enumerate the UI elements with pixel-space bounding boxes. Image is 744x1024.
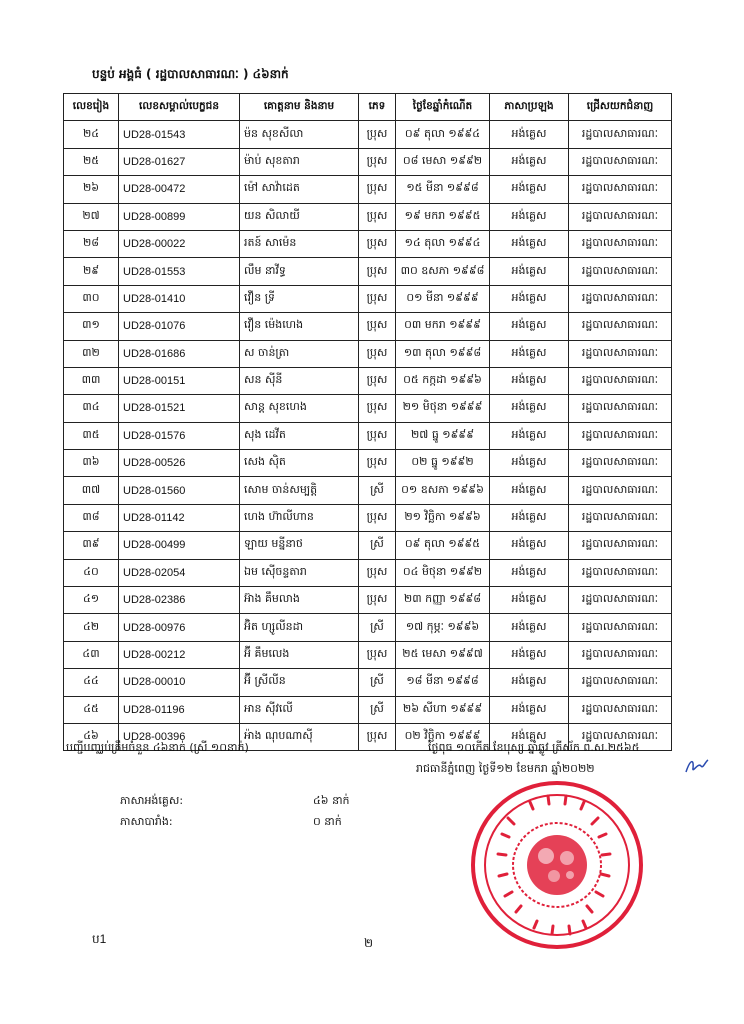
candidate-id: UD28-00212: [119, 641, 240, 668]
exam-language: អង់គ្លេស: [490, 285, 569, 312]
candidate-name: ស ចាន់ត្រា: [240, 340, 359, 367]
candidate-sex: ប្រុស: [359, 559, 396, 586]
header-sex: ភេទ: [359, 94, 396, 121]
candidate-name: អ៊ិត ហ្សូលីនដា: [240, 614, 359, 641]
table-row: [64, 477, 672, 504]
table-row: [64, 504, 672, 531]
exam-language: អង់គ្លេស: [490, 230, 569, 257]
table-row: [64, 121, 672, 148]
candidate-sex: ប្រុស: [359, 148, 396, 175]
exam-language: អង់គ្លេស: [490, 258, 569, 285]
candidate-sex: ប្រុស: [359, 587, 396, 614]
chosen-major: រដ្ឋបាលសាធារណៈ: [569, 230, 672, 257]
table-header-row: [64, 94, 672, 121]
candidate-id: UD28-01521: [119, 395, 240, 422]
exam-language: អង់គ្លេស: [490, 176, 569, 203]
candidate-name: សន ស៊ីនី: [240, 367, 359, 394]
row-number: ៣១: [64, 313, 119, 340]
candidate-name: ឡាយ មន្នីនាថ: [240, 532, 359, 559]
row-number: ៣៩: [64, 532, 119, 559]
candidate-sex: ស្រី: [359, 669, 396, 696]
candidate-id: UD28-02386: [119, 587, 240, 614]
row-number: ៤៦: [64, 723, 119, 750]
exam-language: អង់គ្លេស: [490, 148, 569, 175]
exam-language: អង់គ្លេស: [490, 504, 569, 531]
exam-language: អង់គ្លេស: [490, 559, 569, 586]
lunar-date: ថ្ងៃពុធ ១០កើត ខែបុស្ស ឆ្នាំឆ្លូវ ត្រីស័ក ព.ស.២៥៦៥: [428, 741, 640, 754]
row-number: ៣២: [64, 340, 119, 367]
chosen-major: រដ្ឋបាលសាធារណៈ: [569, 422, 672, 449]
candidate-name: សុង ដេវីត: [240, 422, 359, 449]
signature-mark: [684, 756, 710, 776]
candidate-sex: ប្រុស: [359, 450, 396, 477]
table-row: [64, 559, 672, 586]
candidate-sex: ប្រុស: [359, 504, 396, 531]
candidate-dob: ០៩ តុលា ១៩៩៥: [396, 532, 490, 559]
candidate-dob: ០៨ មេសា ១៩៩២: [396, 148, 490, 175]
candidate-dob: ២១ វិច្ឆិកា ១៩៩៦: [396, 504, 490, 531]
candidate-name: លឹម នាវីទ្ធ: [240, 258, 359, 285]
chosen-major: រដ្ឋបាលសាធារណៈ: [569, 340, 672, 367]
candidate-table: [63, 93, 672, 751]
candidate-id: UD28-01553: [119, 258, 240, 285]
candidate-sex: ស្រី: [359, 696, 396, 723]
candidate-id: UD28-00976: [119, 614, 240, 641]
candidate-id: UD28-00022: [119, 230, 240, 257]
candidate-id: UD28-00396: [119, 723, 240, 750]
candidate-id: UD28-01560: [119, 477, 240, 504]
exam-language: អង់គ្លេស: [490, 203, 569, 230]
candidate-id: UD28-00010: [119, 669, 240, 696]
exam-language: អង់គ្លេស: [490, 477, 569, 504]
candidate-dob: ០១ ឧសភា ១៩៩៦: [396, 477, 490, 504]
official-seal: [468, 778, 646, 952]
table-row: [64, 367, 672, 394]
table-row: [64, 614, 672, 641]
candidate-dob: ១៥ មីនា ១៩៩៨: [396, 176, 490, 203]
row-number: ២៩: [64, 258, 119, 285]
candidate-name: ឯម ស៊ើចន្ទតារា: [240, 559, 359, 586]
chosen-major: រដ្ឋបាលសាធារណៈ: [569, 559, 672, 586]
candidate-name: អ៊ី ស្រីលីន: [240, 669, 359, 696]
row-number: ២៧: [64, 203, 119, 230]
exam-language: អង់គ្លេស: [490, 395, 569, 422]
row-number: ៣៧: [64, 477, 119, 504]
row-number: ៣៤: [64, 395, 119, 422]
candidate-dob: ២៦ សីហា ១៩៩៩: [396, 696, 490, 723]
candidate-sex: ប្រុស: [359, 422, 396, 449]
candidate-name: វឿន ម៉េងហេង: [240, 313, 359, 340]
candidate-sex: ស្រី: [359, 477, 396, 504]
french-count-value: ០ នាក់: [313, 815, 342, 828]
candidate-name: អ៊ាង គឹមលាង: [240, 587, 359, 614]
table-row: [64, 285, 672, 312]
candidate-dob: ១៧ កុម្ភៈ ១៩៩៦: [396, 614, 490, 641]
candidate-sex: ប្រុស: [359, 230, 396, 257]
page-number: ២: [364, 936, 374, 950]
chosen-major: រដ្ឋបាលសាធារណៈ: [569, 614, 672, 641]
english-count-label: ភាសាអង់គ្លេស:: [120, 794, 184, 807]
chosen-major: រដ្ឋបាលសាធារណៈ: [569, 723, 672, 750]
row-number: ២៤: [64, 121, 119, 148]
header-candidate-id: លេខសម្គាល់បេក្ខជន: [119, 94, 240, 121]
candidate-sex: ប្រុស: [359, 285, 396, 312]
candidate-sex: ប្រុស: [359, 367, 396, 394]
table-row: [64, 203, 672, 230]
summary-count: បញ្ជីបញ្ឈប់ត្រឹមចំនួន ៤៦នាក់ (ស្រី ១០នាក់): [66, 741, 249, 754]
chosen-major: រដ្ឋបាលសាធារណៈ: [569, 313, 672, 340]
page-heading: បន្ទប់ អង្គធំ ( រដ្ឋបាលសាធារណៈ ) ៤៦នាក់: [92, 67, 289, 81]
candidate-sex: ស្រី: [359, 532, 396, 559]
row-number: ៣៥: [64, 422, 119, 449]
header-number: លេខរៀង: [64, 94, 119, 121]
candidate-name: វឿន ទ្រី: [240, 285, 359, 312]
header-name: គោត្តនាម និងនាម: [240, 94, 359, 121]
row-number: ៣០: [64, 285, 119, 312]
exam-language: អង់គ្លេស: [490, 641, 569, 668]
exam-language: អង់គ្លេស: [490, 422, 569, 449]
table-row: [64, 641, 672, 668]
exam-language: អង់គ្លេស: [490, 532, 569, 559]
candidate-id: UD28-02054: [119, 559, 240, 586]
exam-language: អង់គ្លេស: [490, 121, 569, 148]
candidate-name: យន សិលាយី: [240, 203, 359, 230]
exam-language: អង់គ្លេស: [490, 614, 569, 641]
row-number: ២៨: [64, 230, 119, 257]
table-row: [64, 176, 672, 203]
candidate-id: UD28-00899: [119, 203, 240, 230]
chosen-major: រដ្ឋបាលសាធារណៈ: [569, 696, 672, 723]
exam-language: អង់គ្លេស: [490, 450, 569, 477]
candidate-id: UD28-01410: [119, 285, 240, 312]
chosen-major: រដ្ឋបាលសាធារណៈ: [569, 504, 672, 531]
candidate-name: រតន៍ សាម៉េន: [240, 230, 359, 257]
candidate-sex: ប្រុស: [359, 340, 396, 367]
row-number: ២៦: [64, 176, 119, 203]
candidate-dob: ១៩ មករា ១៩៩៥: [396, 203, 490, 230]
table-row: [64, 696, 672, 723]
candidate-id: UD28-01076: [119, 313, 240, 340]
table-row: [64, 148, 672, 175]
row-number: ៣៨: [64, 504, 119, 531]
exam-language: អង់គ្លេស: [490, 587, 569, 614]
exam-language: អង់គ្លេស: [490, 669, 569, 696]
table-row: [64, 230, 672, 257]
english-count-value: ៤៦ នាក់: [313, 794, 350, 807]
chosen-major: រដ្ឋបាលសាធារណៈ: [569, 641, 672, 668]
candidate-id: UD28-00472: [119, 176, 240, 203]
candidate-dob: ២៧ ធ្នូ ១៩៩៩: [396, 422, 490, 449]
candidate-name: ម៉ៅ សាវ៉ាដេត: [240, 176, 359, 203]
exam-language: អង់គ្លេស: [490, 367, 569, 394]
candidate-dob: ១៤ តុលា ១៩៩៤: [396, 230, 490, 257]
header-major: ជ្រើសយកជំនាញ: [569, 94, 672, 121]
candidate-id: UD28-01686: [119, 340, 240, 367]
table-row: [64, 422, 672, 449]
row-number: ៤១: [64, 587, 119, 614]
table-row: [64, 340, 672, 367]
candidate-id: UD28-01142: [119, 504, 240, 531]
candidate-name: អ៉ាង ណុបណាស៊ី: [240, 723, 359, 750]
candidate-name: ម៉ន សុខសីលា: [240, 121, 359, 148]
candidate-sex: ប្រុស: [359, 258, 396, 285]
candidate-sex: ប្រុស: [359, 641, 396, 668]
row-number: ៤៤: [64, 669, 119, 696]
header-dob: ថ្ងៃខែឆ្នាំកំណើត: [396, 94, 490, 121]
candidate-dob: ២៣ កញ្ញា ១៩៩៨: [396, 587, 490, 614]
exam-language: អង់គ្លេស: [490, 723, 569, 750]
candidate-id: UD28-01543: [119, 121, 240, 148]
chosen-major: រដ្ឋបាលសាធារណៈ: [569, 477, 672, 504]
chosen-major: រដ្ឋបាលសាធារណៈ: [569, 148, 672, 175]
table-row: [64, 450, 672, 477]
chosen-major: រដ្ឋបាលសាធារណៈ: [569, 121, 672, 148]
candidate-dob: ០៥ កក្កដា ១៩៩៦: [396, 367, 490, 394]
candidate-dob: ០៤ មិថុនា ១៩៩២: [396, 559, 490, 586]
candidate-dob: ០២ វិច្ឆិកា ១៩៩៩: [396, 723, 490, 750]
candidate-sex: ប្រុស: [359, 395, 396, 422]
row-number: ៤២: [64, 614, 119, 641]
candidate-dob: ០៩ តុលា ១៩៩៤: [396, 121, 490, 148]
row-number: ៣៣: [64, 367, 119, 394]
candidate-id: UD28-00151: [119, 367, 240, 394]
candidate-id: UD28-00499: [119, 532, 240, 559]
candidate-dob: ០១ មីនា ១៩៩៩: [396, 285, 490, 312]
chosen-major: រដ្ឋបាលសាធារណៈ: [569, 203, 672, 230]
exam-language: អង់គ្លេស: [490, 696, 569, 723]
candidate-sex: ប្រុស: [359, 203, 396, 230]
candidate-id: UD28-01196: [119, 696, 240, 723]
candidate-sex: ប្រុស: [359, 121, 396, 148]
candidate-dob: ៣០ ឧសភា ១៩៩៨: [396, 258, 490, 285]
chosen-major: រដ្ឋបាលសាធារណៈ: [569, 258, 672, 285]
candidate-dob: ១៨ មីនា ១៩៩៨: [396, 669, 490, 696]
candidate-id: UD28-01627: [119, 148, 240, 175]
candidate-dob: ០២ ធ្នូ ១៩៩២: [396, 450, 490, 477]
table-row: [64, 313, 672, 340]
footer-code: ប1: [92, 932, 107, 946]
candidate-dob: ២១ មិថុនា ១៩៩៩: [396, 395, 490, 422]
candidate-name: សេង ស៊ិត: [240, 450, 359, 477]
chosen-major: រដ្ឋបាលសាធារណៈ: [569, 285, 672, 312]
candidate-sex: ប្រុស: [359, 313, 396, 340]
candidate-name: ហេង ហ៊ាលីហាន: [240, 504, 359, 531]
row-number: ៣៦: [64, 450, 119, 477]
table-row: [64, 669, 672, 696]
table-row: [64, 532, 672, 559]
candidate-dob: ២៥ មេសា ១៩៩៧: [396, 641, 490, 668]
row-number: ៤៣: [64, 641, 119, 668]
candidate-dob: ១៣ តុលា ១៩៩៨: [396, 340, 490, 367]
header-exam-language: ភាសាប្រឡង: [490, 94, 569, 121]
exam-language: អង់គ្លេស: [490, 340, 569, 367]
table-row: [64, 587, 672, 614]
row-number: ៤៥: [64, 696, 119, 723]
row-number: ២៥: [64, 148, 119, 175]
place-date: រាជធានីភ្នំពេញ ថ្ងៃទី១២ ខែមករា ឆ្នាំ២០២២: [416, 762, 595, 775]
chosen-major: រដ្ឋបាលសាធារណៈ: [569, 450, 672, 477]
candidate-id: UD28-00526: [119, 450, 240, 477]
chosen-major: រដ្ឋបាលសាធារណៈ: [569, 532, 672, 559]
candidate-sex: ស្រី: [359, 614, 396, 641]
row-number: ៤០: [64, 559, 119, 586]
candidate-name: អ៊ី គឹមលេង: [240, 641, 359, 668]
candidate-sex: ប្រុស: [359, 176, 396, 203]
candidate-name: អាន ស៊ីវលើ: [240, 696, 359, 723]
exam-language: អង់គ្លេស: [490, 313, 569, 340]
candidate-dob: ០៣ មករា ១៩៩៩: [396, 313, 490, 340]
table-row: [64, 395, 672, 422]
chosen-major: រដ្ឋបាលសាធារណៈ: [569, 395, 672, 422]
candidate-name: សោម ចាន់សម្បត្តិ: [240, 477, 359, 504]
candidate-id: UD28-01576: [119, 422, 240, 449]
chosen-major: រដ្ឋបាលសាធារណៈ: [569, 669, 672, 696]
chosen-major: រដ្ឋបាលសាធារណៈ: [569, 587, 672, 614]
candidate-sex: ប្រុស: [359, 723, 396, 750]
candidate-name: សាន្ត សុខហេង: [240, 395, 359, 422]
french-count-label: ភាសាបារាំង:: [120, 815, 173, 828]
chosen-major: រដ្ឋបាលសាធារណៈ: [569, 367, 672, 394]
table-row: [64, 258, 672, 285]
candidate-name: ម៉ាប់ សុខតារា: [240, 148, 359, 175]
chosen-major: រដ្ឋបាលសាធារណៈ: [569, 176, 672, 203]
